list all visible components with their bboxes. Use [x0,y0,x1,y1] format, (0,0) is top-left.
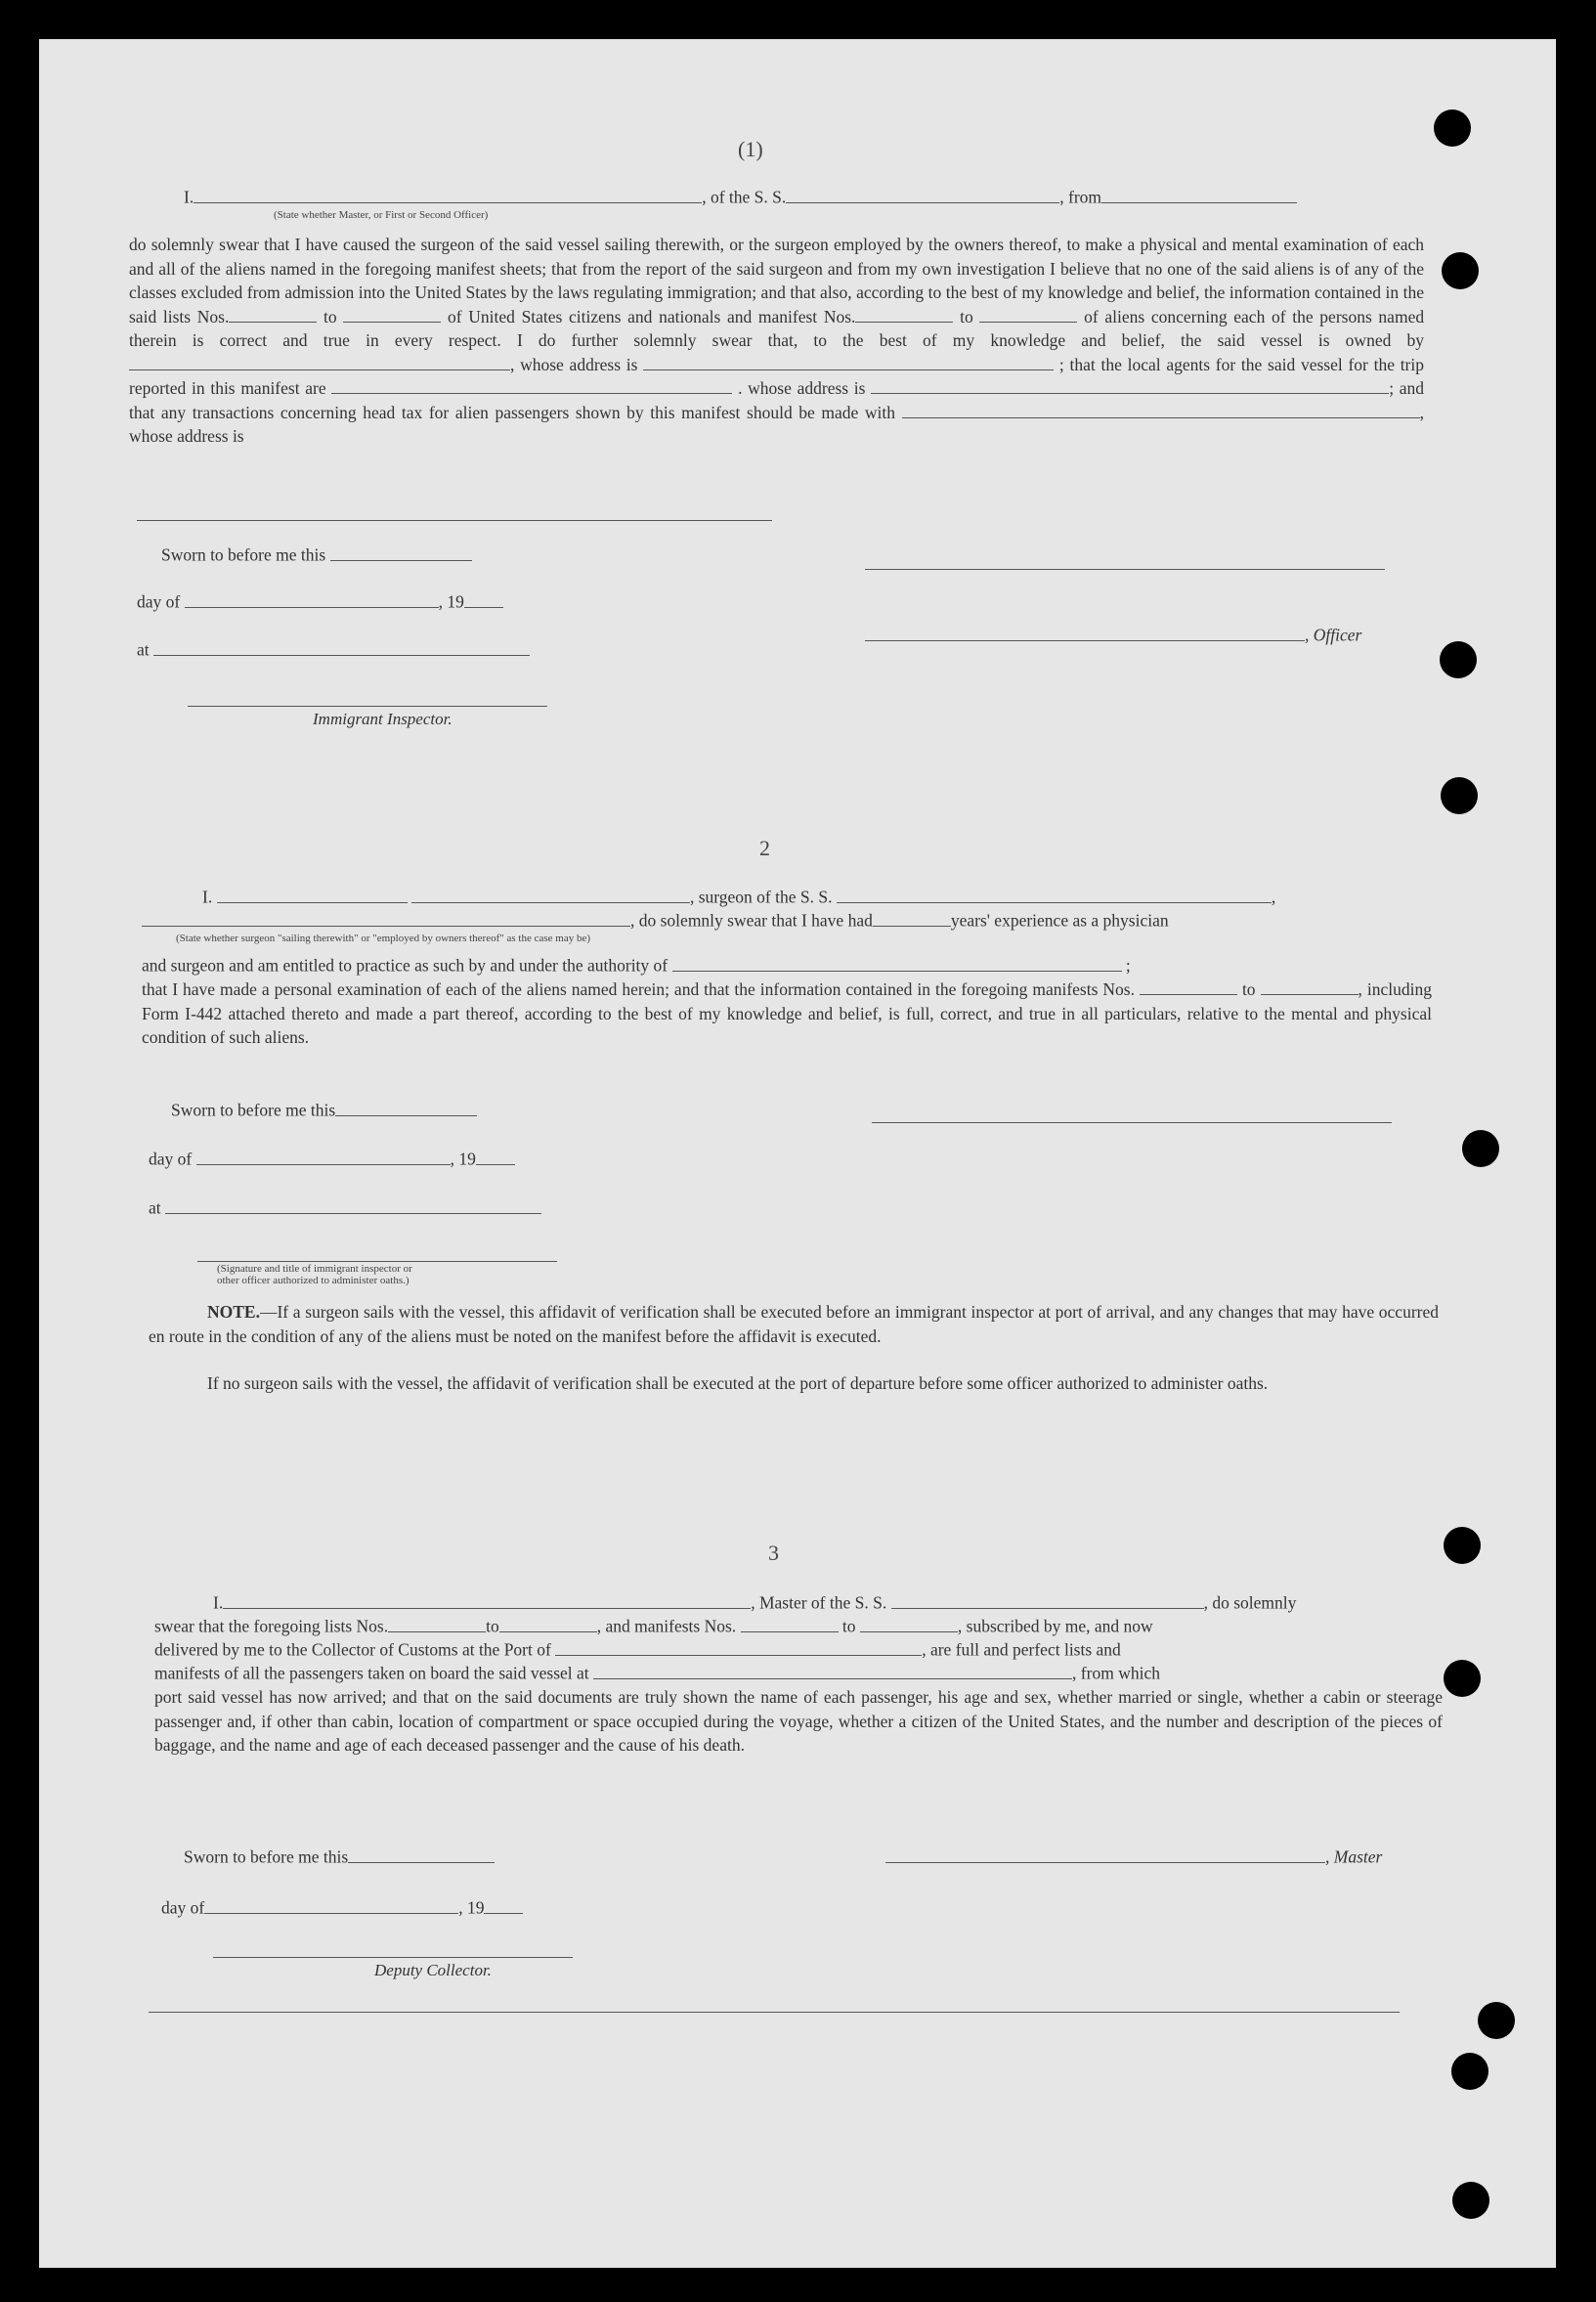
s2-signature-line[interactable] [872,1122,1392,1123]
label-of-ss: , of the S. S. [702,187,787,207]
s1-officer-row [865,624,1361,646]
s2-year-field[interactable] [476,1148,515,1165]
s3-deputy-label: Deputy Collector. [374,1961,492,1979]
vessel-field[interactable] [786,186,1059,203]
s3-year-field[interactable] [484,1896,523,1914]
s2-note [149,1300,1439,1348]
owner-field[interactable] [129,353,510,370]
s3-manifest-from-field[interactable] [741,1615,839,1632]
s3-lists-to-field[interactable] [499,1615,597,1632]
section-1-line-1 [184,186,1297,208]
s2-at-row [149,1196,541,1219]
from-field[interactable] [1101,186,1297,203]
bottom-rule [149,2012,1400,2013]
s2-label-years: years' experience as a physician [950,910,1169,931]
form-sheet [39,39,1556,2268]
s2-day-field[interactable] [196,1148,451,1165]
binder-hole [1452,2182,1489,2219]
s2-note-text-2: If no surgeon sails with the vessel, the affidavit of verification shall be executed at the port of departure before some officer authorized to administer oaths. [207,1373,1269,1393]
s2-vessel-field[interactable] [837,886,1272,903]
s2-body-b: , including Form I-442 attached thereto and made a part thereof, according to the best of my knowledge and belief, is full, correct, and true in all particulars, relative to the mental and physical condition of such aliens. [142,979,1433,1047]
s2-manifest-from-field[interactable] [1140,977,1237,995]
binder-hole [1440,641,1477,678]
s3-name-field[interactable] [223,1591,751,1609]
section-1-body: do solemnly swear that I have caused the surgeon of the said vessel sailing therewith, or the surgeon employed by the owners thereof, to make a physical and mental examination of each and all of the aliens named in the foregoing manifest sheets; that from the report of the said surgeon and from my own investigation I believe that no one of the said aliens is of any of the classes excluded from admission into the United States by the laws regulating immigration; and that also, according to the best of my knowledge and belief, the information contained in the said lists Nos. to of United States citizens and nationals and manifest Nos. to of aliens concerning each of the persons named therein is correct and true in every respect. I do further solemnly swear that, to the best of my knowledge and belief, the said vessel is owned by , whose address is ; that the local agents for the said vessel for the trip reported in this manifest are . whose address is ; and that any transactions concerning head tax for alien passengers shown by this manifest should be made with , whose address is [129,235,1425,446]
agents-address-field[interactable] [871,376,1389,394]
s1-day-label: day of [137,591,181,612]
owner-address-field[interactable] [643,353,1054,370]
s3-l3-b: , are full and perfect lists and [922,1639,1121,1660]
s2-surgeon-note: (State whether surgeon "sailing therewith" or "employed by owners thereof" as the case may be) [176,933,591,944]
section-2-body [142,977,1432,1050]
s1-sworn-label: Sworn to before me this [161,544,326,565]
section-3-line-1 [213,1591,1296,1614]
s2-signature-note [217,1263,412,1286]
s1-body-c: of aliens concerning each of the persons named therein is correct and true in every respect. I do further solemnly swear that, to the best of my knowledge and belief, the said vessel is owned by [129,306,1425,350]
s3-l3-a: delivered by me to the Collector of Customs at the Port of [154,1639,551,1660]
s2-label-surgeon: , surgeon of the S. S. [689,887,833,907]
s1-day-field[interactable] [185,590,439,608]
s2-years-field[interactable] [873,909,951,927]
s3-master-signature-field[interactable] [885,1846,1325,1863]
s1-to-2: to [960,306,973,326]
s1-inspector-signature-line[interactable] [188,706,547,707]
s2-inspector-signature-line[interactable] [197,1261,557,1262]
s2-note-text: —If a surgeon sails with the vessel, this affidavit of verification shall be executed before an immigrant inspector at port of arrival, and any changes that may have occurred en route in the condition of any of the aliens must be noted on the manifest before the affidavit is executed. [149,1302,1439,1346]
binder-hole [1462,1130,1499,1167]
s1-sworn-row [161,543,472,566]
binder-hole [1478,2002,1515,2039]
name-field[interactable] [194,186,702,203]
s1-to-1: to [324,306,337,326]
s3-body-text: port said vessel has now arrived; and that on the said documents are truly shown the name of each passenger, his age and sex, whether married or single, whether a cabin or steerage passenger and, if other than cabin, location of compartment or space occupied during the voyage, whether a citizen of the United States, and the number and description of the pieces of baggage, and the name and age of each deceased passenger and the cause of his death. [154,1687,1443,1755]
s2-sailing-field[interactable] [142,909,630,927]
manifest-from-field[interactable] [855,305,953,323]
section-3-line-2 [154,1615,1153,1637]
section-3-number: 3 [768,1541,779,1565]
binder-hole [1442,252,1479,289]
s1-year-field[interactable] [464,590,503,608]
s1-at-field[interactable] [153,638,530,656]
s2-day-label: day of [149,1149,193,1169]
section-1-officer-note: (State whether Master, or First or Second Officer) [274,209,489,221]
s3-master-label: , Master [1325,1846,1383,1867]
section-1-address-line[interactable] [137,520,772,521]
binder-hole [1444,1660,1481,1697]
s1-day-row [137,590,503,613]
s3-label-swear: , do solemnly [1203,1592,1297,1613]
s1-year-label: , 19 [438,591,464,612]
s3-l2-to2: to [841,1616,856,1636]
lists-to-field[interactable] [343,305,441,323]
section-3-line-4 [154,1662,1160,1684]
s3-departure-field[interactable] [593,1662,1072,1679]
s2-sworn-label: Sworn to before me this [171,1100,336,1120]
s3-port-field[interactable] [555,1638,922,1656]
s2-name-field-2[interactable] [411,886,690,903]
binder-hole [1451,2053,1488,2090]
s3-label-i: I. [213,1592,224,1613]
s2-sworn-row [171,1099,477,1121]
s2-body-a: that I have made a personal examination of each of the aliens named herein; and that the information contained in the foregoing manifests Nos. [142,979,1135,999]
s1-at-row [137,638,530,661]
s1-body-d: , whose address is [510,354,638,374]
s3-sworn-label: Sworn to before me this [184,1846,349,1867]
s1-body-a: do solemnly swear that I have caused the surgeon of the said vessel sailing therewith, or the surgeon employed by the owners thereof, to make a physical and mental examination of each and all of the aliens named in the foregoing manifest sheets; that from the report of the said surgeon and from my own investigation I believe that no one of the said aliens is of any of the classes excluded from admission into the United States by the laws regulating immigration; and that also, according to the best of my knowledge and belief, the information contained in the said lists Nos. [129,235,1424,326]
s3-master-row [885,1846,1382,1868]
label-from: , from [1059,187,1102,207]
s2-sig-note-1: (Signature and title of immigrant inspector or [217,1263,412,1275]
s2-label-swear: , do solemnly swear that I have had [630,910,873,931]
binder-hole [1434,109,1471,147]
section-1-number: (1) [738,137,763,161]
s3-l4-b: , from which [1072,1663,1160,1683]
s2-note-label: NOTE. [207,1302,260,1322]
s1-body-h: , whose address is [129,402,1425,446]
s1-body-b: of United States citizens and nationals and manifest Nos. [448,306,856,326]
s3-deputy-signature-line[interactable] [213,1957,573,1958]
s1-body-g: ; and that any transactions concerning head tax for alien passengers shown by this manifest should be made with [129,378,1425,422]
s2-sig-note-2: other officer authorized to administer oaths.) [217,1275,410,1286]
section-2-line-3: and surgeon and am entitled to practice as such by and under the authority of ; [142,955,1131,976]
s3-label-master: , Master of the S. S. [751,1592,887,1613]
s3-l4-a: manifests of all the passengers taken on board the said vessel at [154,1663,589,1683]
s3-l2-to1: to [486,1616,499,1636]
s3-sworn-date-field[interactable] [348,1846,495,1863]
lists-from-field[interactable] [229,305,317,323]
s3-l2-c: , subscribed by me, and now [957,1616,1153,1636]
s2-authority-label: and surgeon and am entitled to practice as such by and under the authority of [142,955,669,976]
s1-signature-line-1[interactable] [865,569,1385,570]
s2-note-2 [149,1371,1439,1396]
s1-officer-signature-field[interactable] [865,624,1305,641]
section-3-body [154,1685,1443,1758]
s2-year-label: , 19 [450,1149,476,1169]
section-3-line-3 [154,1638,1121,1661]
s3-day-label: day of [161,1897,205,1918]
section-2-line-2 [142,909,1169,932]
s3-vessel-field[interactable] [891,1591,1204,1609]
binder-hole [1444,1527,1481,1564]
s3-year-label: , 19 [458,1897,485,1918]
section-2-line-1: I. , surgeon of the S. S. , [202,887,1276,907]
s2-sworn-date-field[interactable] [335,1099,477,1116]
s3-lists-from-field[interactable] [388,1615,486,1632]
s2-at-field[interactable] [165,1196,541,1214]
s2-day-row [149,1148,515,1170]
s3-day-row [161,1896,523,1919]
s2-name-field-1[interactable] [217,886,408,903]
s1-sworn-date-field[interactable] [330,543,472,561]
agents-field[interactable] [331,376,732,394]
s3-manifest-to-field[interactable] [860,1615,958,1632]
manifest-to-field[interactable] [979,305,1077,323]
section-2-number: 2 [759,836,770,860]
s2-manifest-to-field[interactable] [1261,977,1359,995]
s1-inspector-label: Immigrant Inspector. [313,710,453,728]
s3-sworn-row [184,1846,495,1868]
s1-at-label: at [137,639,150,660]
s2-at-label: at [149,1197,161,1218]
s3-l2-b: , and manifests Nos. [596,1616,737,1636]
s2-authority-field[interactable] [672,954,1122,972]
s1-officer-label: , Officer [1305,625,1362,645]
label-i: I. [184,187,194,207]
s3-day-field[interactable] [204,1896,458,1914]
s1-body-e: that the local agents for the said vessel for the trip reported in this manifest are [129,354,1424,398]
s2-to: to [1241,979,1256,999]
s2-label-i: I. [202,887,213,907]
head-tax-field[interactable] [902,401,1420,418]
s1-body-f: whose address is [748,378,866,398]
binder-hole [1441,777,1478,814]
s3-l2-a: swear that the foregoing lists Nos. [154,1616,389,1636]
